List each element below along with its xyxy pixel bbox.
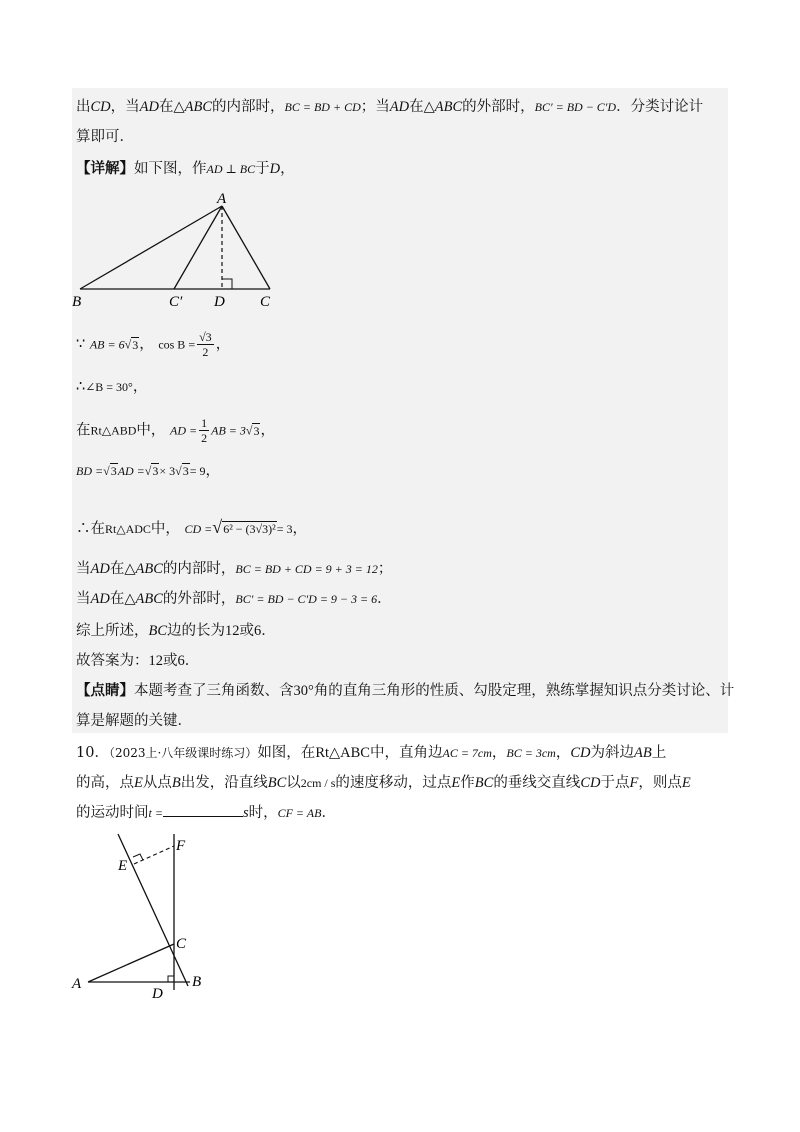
math: 3: [110, 464, 117, 478]
math: BD =: [76, 464, 104, 478]
text: 故答案为：: [76, 653, 149, 669]
therefore-symbol: ∴: [76, 521, 91, 537]
solution-line-1: [76, 96, 703, 118]
question-source: （2023上·八年级课时练习）: [108, 746, 258, 760]
math: BC′ = BD − C′D = 9 − 3 = 6: [235, 592, 378, 606]
text: ，则点: [638, 775, 682, 791]
solution-line-7: BD =√3AD =√3× 3√3= 9，: [76, 463, 221, 479]
text: 综上所述，: [76, 623, 149, 639]
text: ，: [215, 336, 231, 353]
math: Rt△ADC: [105, 522, 151, 536]
math: AD =: [117, 464, 145, 478]
math: △ABC: [124, 561, 163, 577]
text: 从点: [142, 775, 172, 791]
text: 在: [409, 99, 424, 115]
section-tag: 【详解】: [76, 160, 134, 177]
right-angle-mark-d: [168, 976, 174, 982]
text: ，: [139, 336, 154, 353]
text: 上: [651, 745, 667, 761]
fraction-num: √3: [199, 330, 212, 344]
math: BC: [474, 775, 494, 791]
math: × 3: [159, 464, 176, 478]
because-symbol: ∵: [76, 336, 86, 353]
label-a: A: [72, 976, 82, 992]
math: BC′ = BD − C′D: [534, 100, 617, 114]
solution-line-3: [76, 158, 295, 180]
fraction-den: 2: [201, 431, 208, 445]
solution-line-14: 算是解题的关键．: [76, 713, 192, 729]
text: 当: [76, 561, 91, 577]
math: 3: [152, 464, 159, 478]
text: ，: [205, 463, 221, 479]
text: 的垂线交直线: [493, 775, 581, 791]
math: AD ⊥ BC: [206, 162, 256, 176]
math: E: [451, 775, 461, 791]
text: ．: [184, 653, 200, 669]
math: AD: [90, 591, 110, 607]
text: 当: [76, 591, 91, 607]
math: CD: [90, 99, 111, 115]
question-line-1: [76, 742, 666, 764]
therefore-symbol: ∴: [76, 379, 86, 395]
text: 或: [239, 623, 255, 639]
text: 本题考查了三角函数、含: [134, 683, 294, 699]
math: 12: [225, 623, 240, 639]
math: AB = 6: [89, 337, 125, 352]
fraction-num: 1: [201, 416, 208, 430]
math: AD: [389, 99, 410, 115]
math: 30°: [293, 683, 314, 699]
text: 的高，点: [76, 775, 134, 791]
text: 如图，在: [257, 745, 316, 761]
text: 的外部时，: [462, 99, 535, 115]
math: BC = BD + CD: [284, 100, 361, 114]
label-f: F: [176, 838, 186, 854]
text: 中，: [150, 521, 180, 537]
solution-line-9: [76, 558, 392, 580]
math: AB: [634, 745, 652, 761]
text: 的运动时间: [76, 805, 149, 821]
label-d: D: [214, 294, 225, 310]
math: E: [134, 775, 143, 791]
text: 在: [109, 561, 125, 577]
text: ，: [132, 379, 148, 395]
line-bc: [118, 834, 188, 986]
label-b: B: [192, 974, 202, 990]
segment-ac: [222, 206, 270, 289]
text: ，: [555, 745, 571, 761]
math: AC = 7cm: [442, 746, 492, 760]
text: 于: [255, 161, 270, 177]
text: 作: [460, 775, 475, 791]
text: 如下图，作: [134, 161, 207, 177]
text: 角的直角三角形的性质、勾股定理，熟练掌握知识点分类讨论、计: [313, 683, 735, 699]
text: 的内部时，: [212, 99, 285, 115]
section-tag: 【点睛】: [76, 682, 134, 699]
segment-ab: [80, 206, 222, 289]
solution-line-6: 在Rt△ABD中， AD = $\frac{1}{2}$ AB = 3√3，: [76, 416, 275, 445]
solution-line-12: [76, 650, 199, 672]
math: CF = AB: [277, 806, 322, 820]
math: 12: [148, 653, 163, 669]
text: 于点: [600, 775, 630, 791]
text: 以: [286, 775, 301, 791]
math: = 9: [189, 464, 206, 478]
label-b: B: [72, 294, 82, 310]
triangle-figure-2: [68, 830, 228, 1010]
solution-line-11: [76, 620, 276, 642]
label-e: E: [118, 858, 128, 874]
text: ．: [321, 805, 336, 821]
question-line-3: [76, 802, 336, 824]
fraction-den: 2: [202, 345, 209, 359]
right-angle-mark-e: [133, 854, 143, 860]
math: B: [171, 775, 181, 791]
label-d: D: [152, 986, 163, 1002]
text: ，当: [110, 99, 140, 115]
solution-line-5: [76, 376, 147, 398]
math: Rt△ABC: [315, 745, 370, 761]
label-c: C: [176, 936, 187, 952]
label-c-prime: C′: [169, 294, 183, 310]
math: 3: [253, 423, 260, 438]
text: 为斜边: [590, 745, 635, 761]
math: 6² − (3√3)²: [223, 522, 276, 536]
text: 的外部时，: [162, 591, 236, 607]
math: D: [269, 161, 281, 177]
segment-ac: [88, 944, 174, 982]
answer-blank[interactable]: [163, 802, 243, 817]
text: ，: [280, 161, 295, 177]
text: 在: [76, 422, 91, 439]
math: = 3: [276, 522, 293, 536]
question-line-2: [76, 772, 691, 794]
math: CD =: [184, 522, 213, 536]
math: F: [629, 775, 639, 791]
text: 出: [76, 99, 91, 115]
math: CD: [570, 745, 591, 761]
math: t =: [148, 806, 163, 820]
math: CD: [580, 775, 601, 791]
text: 中，: [136, 422, 166, 439]
math: △ABC: [173, 99, 213, 115]
solution-line-13: [76, 680, 734, 702]
text: ；当: [360, 99, 390, 115]
math: 3: [132, 337, 139, 352]
solution-line-10: [76, 588, 392, 610]
text: ，: [292, 521, 308, 537]
text: 在: [109, 591, 125, 607]
text: 中，直角边: [369, 745, 443, 761]
math: AB = 3: [211, 423, 246, 438]
text: ；: [377, 561, 393, 577]
math: 6: [177, 653, 185, 669]
text: 或: [163, 653, 178, 669]
text: 在: [159, 99, 174, 115]
math: E: [681, 775, 691, 791]
solution-line-8: ∴在Rt△ADC中， CD =√6² − (3√3)²= 3，: [76, 517, 308, 537]
math: 2cm / s: [300, 776, 336, 790]
solution-line-4: ∵ AB = 6√3， cos B = $\frac{√3}{2}$ ，: [76, 330, 231, 359]
text: ，: [491, 745, 507, 761]
text: 出发，沿直线: [180, 775, 268, 791]
segment-ac-prime: [174, 206, 222, 289]
text: 边的长为: [167, 623, 226, 639]
math: BC: [148, 623, 168, 639]
solution-line-2: 算即可．: [76, 129, 134, 145]
question-number: 10．: [76, 745, 109, 761]
text: 在: [90, 521, 105, 537]
math: BC = 3cm: [506, 746, 556, 760]
math: AD: [139, 99, 159, 115]
text: 的内部时，: [162, 561, 236, 577]
math: △ABC: [124, 591, 163, 607]
math: 3: [182, 464, 189, 478]
text: 的速度移动，过点: [335, 775, 452, 791]
math: BC: [267, 775, 287, 791]
math: BC = BD + CD = 9 + 3 = 12: [235, 562, 378, 576]
label-c: C: [260, 294, 271, 310]
math: ∠B = 30°: [85, 380, 133, 394]
math: cos B =: [158, 337, 196, 352]
math: s: [242, 805, 249, 821]
text: ，: [260, 422, 275, 439]
text: ．: [261, 623, 276, 639]
math: Rt△ABD: [90, 423, 137, 438]
math: AD: [90, 561, 110, 577]
text: 时，: [248, 805, 278, 821]
triangle-figure-1: [72, 190, 312, 310]
math: △ABC: [423, 99, 463, 115]
right-angle-mark: [222, 279, 232, 289]
text: ．分类讨论计: [616, 99, 704, 115]
math: AD =: [170, 423, 198, 438]
math: 6: [254, 623, 262, 639]
label-a: A: [217, 191, 227, 207]
text: ．: [377, 591, 392, 607]
